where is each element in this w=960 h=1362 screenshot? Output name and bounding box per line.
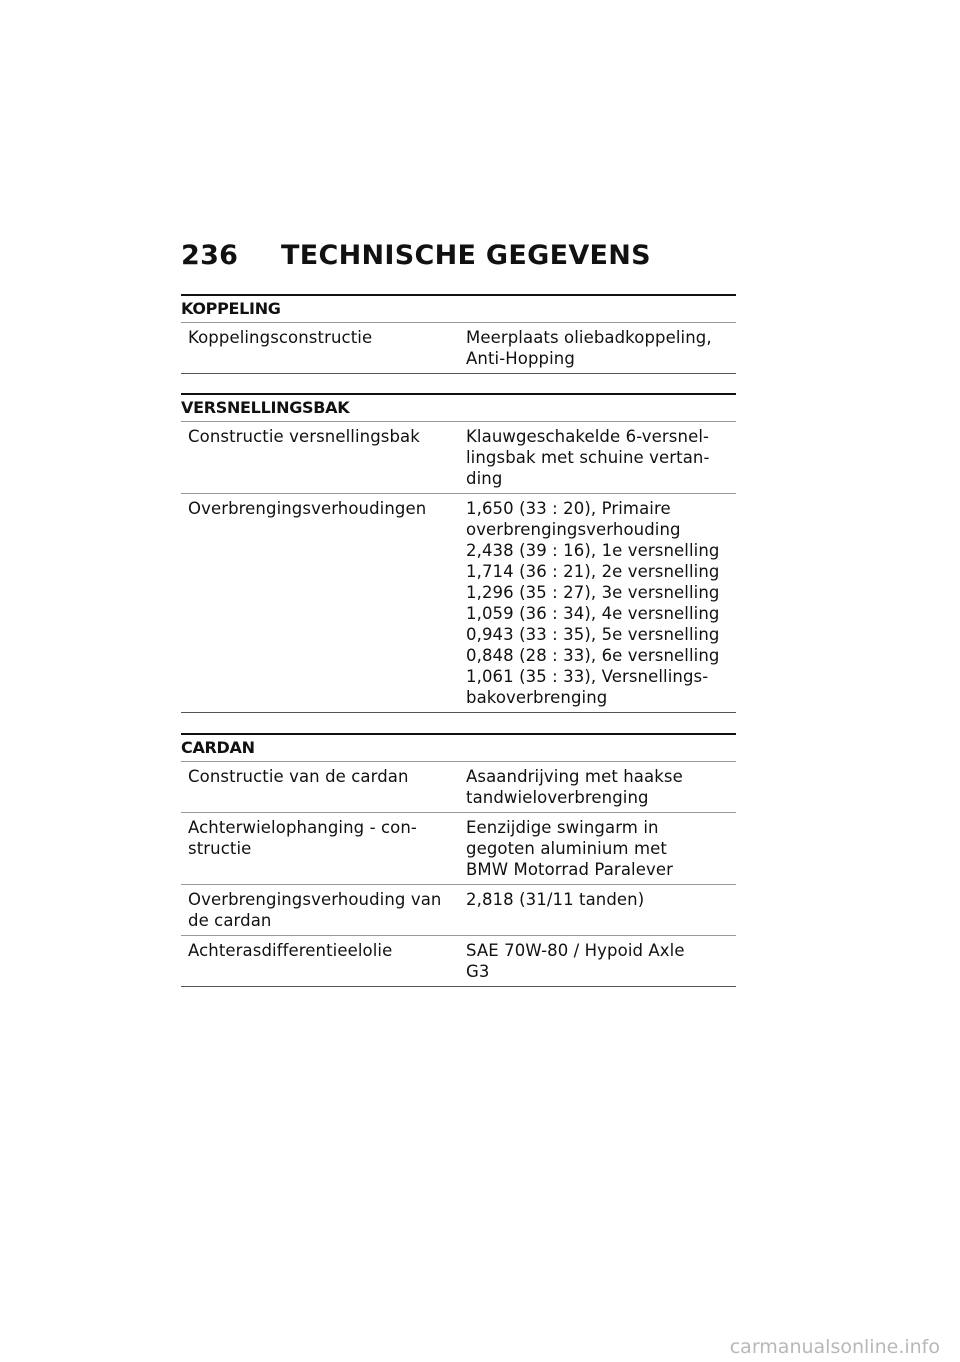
spec-label: [181, 813, 460, 884]
spec-value-line: 1,059 (36 : 34), 4e versnelling: [466, 604, 720, 623]
watermark: carmanualsonline.info: [729, 1336, 940, 1358]
spec-label-line: Koppelingsconstructie: [188, 328, 373, 347]
spec-value: [460, 936, 736, 986]
section-versnellingsbak: [181, 393, 736, 713]
spec-row: [181, 884, 736, 935]
spec-label-line: de cardan: [188, 911, 272, 930]
spec-row: [181, 761, 736, 812]
spec-value-line: Meerplaats oliebadkoppeling,: [466, 328, 712, 347]
spec-value-line: SAE 70W-80 / Hypoid Axle: [466, 941, 685, 960]
spec-value-line: 2,438 (39 : 16), 1e versnelling: [466, 541, 720, 560]
spec-label: [181, 885, 460, 935]
section-title: KOPPELING: [181, 294, 736, 322]
spec-value-line: Anti-Hopping: [466, 349, 575, 368]
spec-row: [181, 935, 736, 987]
section-cardan: [181, 733, 736, 987]
spec-value-line: Klauwgeschakelde 6-versnel-: [466, 427, 710, 446]
spec-value-line: 2,818 (31/11 tanden): [466, 890, 645, 909]
spec-label-line: Overbrengingsverhouding van: [188, 890, 442, 909]
spec-row: [181, 812, 736, 884]
spec-row: [181, 493, 736, 713]
spec-row: [181, 322, 736, 374]
spec-label: [181, 494, 460, 712]
spec-value-line: overbrengingsverhouding: [466, 520, 681, 539]
page-title: TECHNISCHE GEGEVENS: [281, 240, 651, 271]
spec-value-line: Asaandrijving met haakse: [466, 767, 683, 786]
spec-label: [181, 422, 460, 493]
spec-value-line: bakoverbrenging: [466, 688, 608, 707]
spec-label-line: Achterasdifferentieelolie: [188, 941, 393, 960]
spec-label-line: Constructie van de cardan: [188, 767, 409, 786]
spec-value-line: 1,296 (35 : 27), 3e versnelling: [466, 583, 720, 602]
spec-value: [460, 422, 736, 493]
spec-value-line: gegoten aluminium met: [466, 839, 667, 858]
spec-value-line: G3: [466, 962, 490, 981]
spec-value-line: lingsbak met schuine vertan-: [466, 448, 710, 467]
spec-value-line: BMW Motorrad Paralever: [466, 860, 673, 879]
page-number: 236: [181, 240, 239, 271]
spec-value: [460, 762, 736, 812]
spec-value-line: 0,848 (28 : 33), 6e versnelling: [466, 646, 720, 665]
spec-value-line: 1,061 (35 : 33), Versnellings-: [466, 667, 709, 686]
spec-label-line: Achterwielophanging - con-: [188, 818, 417, 837]
spec-value-line: ding: [466, 469, 503, 488]
spec-value: [460, 494, 736, 712]
spec-label: [181, 762, 460, 812]
spec-value: [460, 323, 736, 373]
spec-value-line: 1,650 (33 : 20), Primaire: [466, 499, 671, 518]
spec-row: [181, 421, 736, 493]
spec-label: [181, 936, 460, 986]
section-koppeling: [181, 294, 736, 374]
page-header: [181, 240, 651, 271]
spec-value-line: Eenzijdige swingarm in: [466, 818, 659, 837]
spec-value: [460, 813, 736, 884]
spec-value: [460, 885, 736, 935]
spec-value-line: tandwieloverbrenging: [466, 788, 649, 807]
spec-value-line: 1,714 (36 : 21), 2e versnelling: [466, 562, 720, 581]
spec-label: [181, 323, 460, 373]
section-title: CARDAN: [181, 733, 736, 761]
spec-label-line: Constructie versnellingsbak: [188, 427, 420, 446]
section-title: VERSNELLINGSBAK: [181, 393, 736, 421]
spec-value-line: 0,943 (33 : 35), 5e versnelling: [466, 625, 720, 644]
spec-label-line: structie: [188, 839, 252, 858]
spec-label-line: Overbrengingsverhoudingen: [188, 499, 427, 518]
